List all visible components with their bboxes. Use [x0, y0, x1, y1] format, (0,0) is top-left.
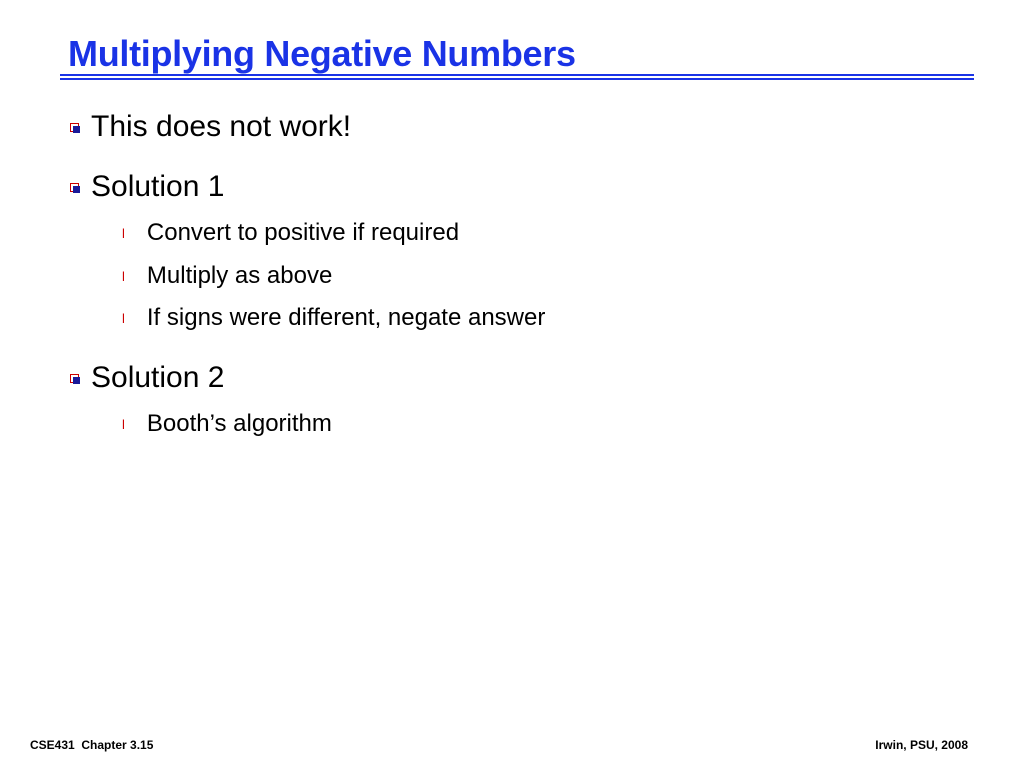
sub-bullet-item [122, 408, 332, 440]
sub-bullet-item [122, 217, 459, 249]
checkbox-square-icon [70, 183, 79, 192]
bullet-item [70, 358, 224, 398]
bullet-text: Solution 2 [91, 361, 225, 394]
l-bullet-icon: l [122, 225, 125, 241]
bullet-item [70, 167, 224, 207]
checkbox-square-icon [70, 374, 79, 383]
l-bullet-icon: l [122, 416, 125, 432]
footer-author-year: Irwin, PSU, 2008 [875, 738, 968, 752]
sub-bullet-text: Convert to positive if required [146, 219, 460, 246]
bullet-text: Solution 1 [91, 170, 225, 203]
l-bullet-icon: l [122, 268, 125, 284]
l-bullet-icon: l [122, 310, 125, 326]
sub-bullet-item [122, 260, 332, 292]
slide-title: Multiplying Negative Numbers [68, 33, 576, 74]
bullet-text: This does not work! [91, 110, 352, 143]
checkbox-square-icon [70, 123, 79, 132]
bullet-item [70, 107, 351, 147]
sub-bullet-text: Booth’s algorithm [146, 410, 332, 437]
footer-course-chapter: CSE431 Chapter 3.15 [30, 738, 154, 752]
sub-bullet-text: If signs were different, negate answer [146, 304, 546, 331]
sub-bullet-text: Multiply as above [146, 262, 333, 289]
sub-bullet-item [122, 302, 545, 334]
